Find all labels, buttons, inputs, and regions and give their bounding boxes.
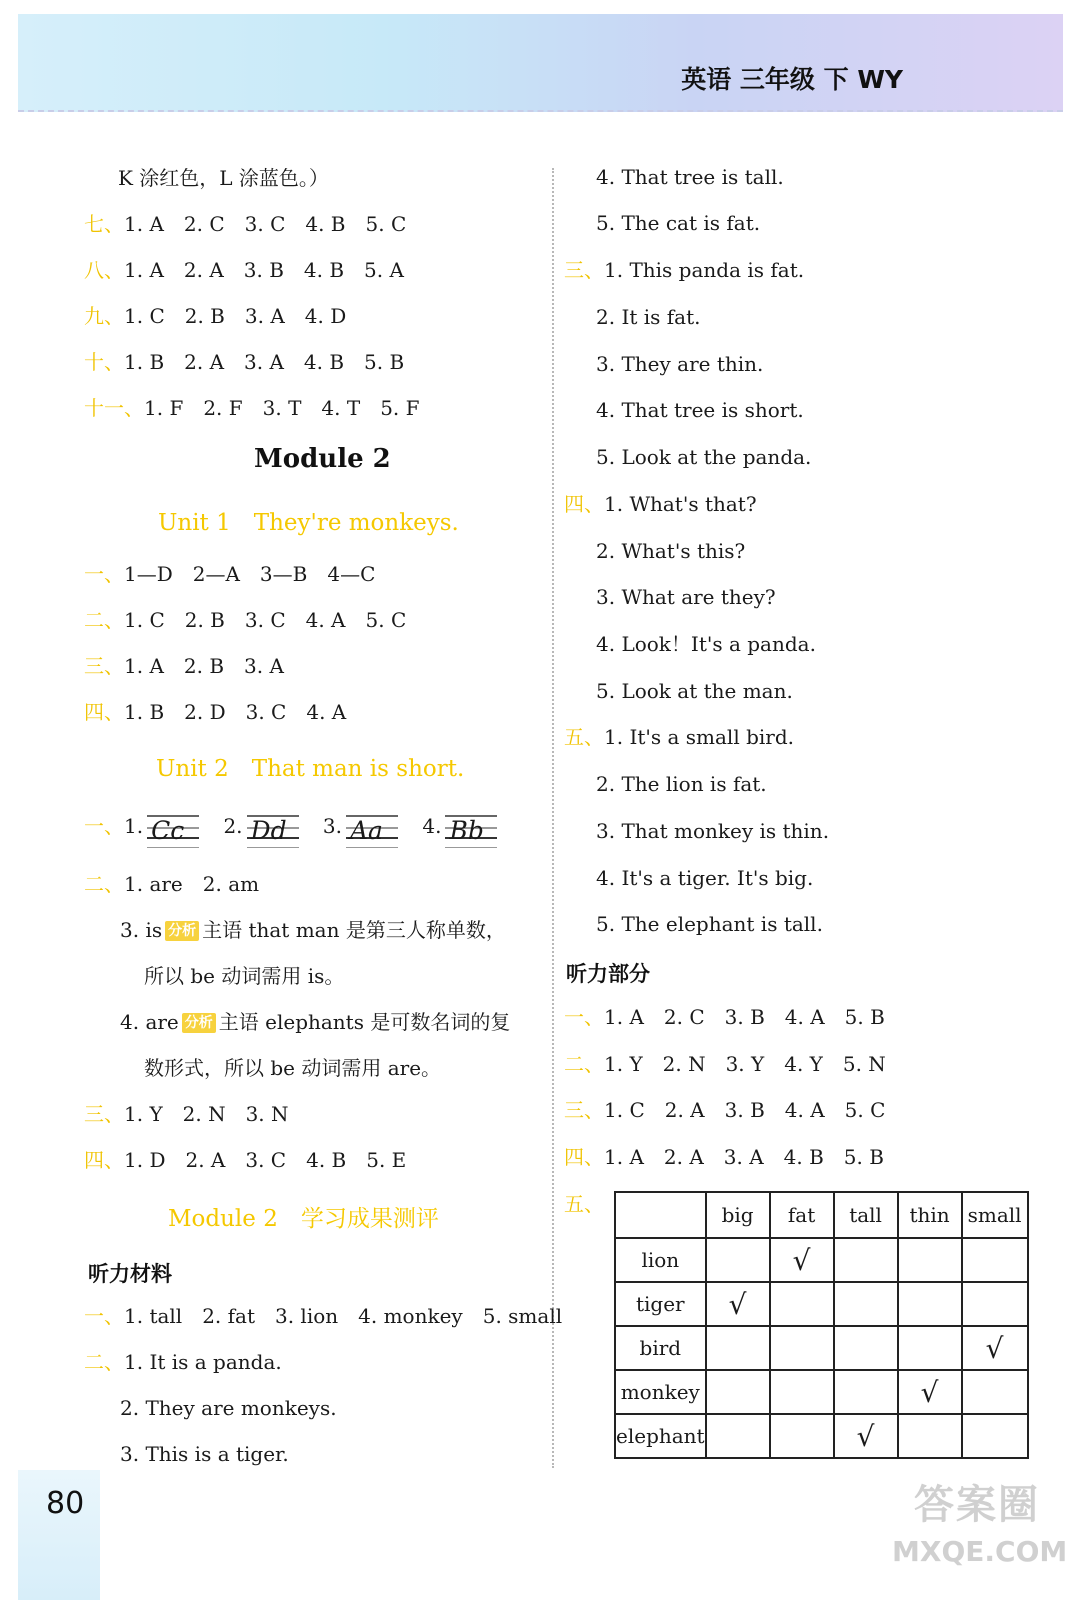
column-divider bbox=[552, 168, 554, 1468]
table-header-cell: fat bbox=[770, 1192, 834, 1238]
answer-line: 2. It is fat. bbox=[596, 305, 701, 329]
answer-line: 二、1. are 2. am bbox=[84, 872, 260, 896]
answer-line: 三、1. C 2. A 3. B 4. A 5. C bbox=[564, 1098, 886, 1122]
animal-cell: bird bbox=[615, 1326, 706, 1370]
check-cell bbox=[770, 1282, 834, 1326]
table-header-cell: big bbox=[706, 1192, 770, 1238]
watermark-text: 答案圈 bbox=[914, 1482, 1040, 1528]
answer-line: 一、1—D 2—A 3—B 4—C bbox=[84, 562, 376, 586]
answer-line: 二、1. C 2. B 3. C 4. A 5. C bbox=[84, 608, 407, 632]
check-cell bbox=[770, 1370, 834, 1414]
animal-cell: lion bbox=[615, 1238, 706, 1282]
section-number: 一、 bbox=[84, 1304, 124, 1328]
table-header-cell bbox=[615, 1192, 706, 1238]
answer-line: K 涂红色，L 涂蓝色。） bbox=[118, 166, 329, 190]
answer-line: 三、1. Y 2. N 3. N bbox=[84, 1102, 289, 1126]
section-number: 四、 bbox=[84, 1148, 124, 1172]
section-number: 十、 bbox=[84, 350, 124, 374]
check-cell bbox=[834, 1238, 898, 1282]
answer-line: 4. It's a tiger. It's big. bbox=[596, 866, 814, 890]
module-heading: Module 2 bbox=[254, 444, 391, 474]
table-header-cell: tall bbox=[834, 1192, 898, 1238]
table-header-cell: small bbox=[962, 1192, 1028, 1238]
check-cell bbox=[898, 1238, 962, 1282]
watermark-logo bbox=[892, 1478, 1068, 1594]
section-number: 二、 bbox=[564, 1052, 604, 1076]
section-number: 八、 bbox=[84, 258, 124, 282]
watermark-url: MXQE.COM bbox=[892, 1535, 1068, 1568]
answer-line: 5. The cat is fat. bbox=[596, 211, 761, 235]
section-number: 五、 bbox=[564, 725, 604, 749]
handwriting-box: Aa bbox=[350, 815, 383, 845]
check-cell bbox=[706, 1238, 770, 1282]
answer-line: 3. They are thin. bbox=[596, 352, 764, 376]
handwriting-box: Bb bbox=[449, 815, 484, 845]
check-cell: √ bbox=[898, 1370, 962, 1414]
handwriting-box: Dd bbox=[250, 815, 287, 845]
answer-line: 九、1. C 2. B 3. A 4. D bbox=[84, 304, 347, 328]
table-header-row bbox=[615, 1192, 1028, 1238]
check-cell: √ bbox=[962, 1326, 1028, 1370]
answer-line: 四、1. D 2. A 3. C 4. B 5. E bbox=[84, 1148, 407, 1172]
unit-heading: Unit 2 That man is short. bbox=[156, 756, 465, 782]
answer-line: 5. Look at the panda. bbox=[596, 445, 812, 469]
page-number: 80 bbox=[46, 1486, 85, 1521]
section-number: 三、 bbox=[84, 1102, 124, 1126]
section-number: 二、 bbox=[84, 1350, 124, 1374]
analysis-line: 4. are 分析 主语 elephants 是可数名词的复 bbox=[120, 1010, 511, 1034]
answer-line: 七、1. A 2. C 3. C 4. B 5. C bbox=[84, 212, 407, 236]
check-cell bbox=[834, 1370, 898, 1414]
check-cell bbox=[834, 1326, 898, 1370]
answer-line: 3. What are they? bbox=[596, 585, 776, 609]
book-title: 英语 三年级 下 WY bbox=[681, 65, 903, 94]
section-subheading: 听力材料 bbox=[88, 1262, 172, 1286]
check-cell bbox=[962, 1282, 1028, 1326]
check-cell bbox=[770, 1414, 834, 1458]
answer-line: 四、1. B 2. D 3. C 4. A bbox=[84, 700, 347, 724]
section-number: 一、 bbox=[84, 814, 124, 838]
check-cell bbox=[898, 1326, 962, 1370]
answer-line: 5. The elephant is tall. bbox=[596, 912, 823, 936]
answer-line: 3. That monkey is thin. bbox=[596, 819, 830, 843]
answer-line: 2. They are monkeys. bbox=[120, 1396, 337, 1420]
analysis-line: 所以 be 动词需用 is。 bbox=[144, 964, 345, 988]
check-cell: √ bbox=[706, 1282, 770, 1326]
answer-line: 二、1. Y 2. N 3. Y 4. Y 5. N bbox=[564, 1052, 886, 1076]
handwriting-box: Cc bbox=[151, 815, 185, 845]
test-heading: Module 2 学习成果测评 bbox=[168, 1206, 439, 1232]
answer-line: 四、1. What's that? bbox=[564, 492, 757, 516]
check-cell bbox=[898, 1414, 962, 1458]
section-number: 五、 bbox=[564, 1192, 604, 1216]
animal-cell: elephant bbox=[615, 1414, 706, 1458]
check-cell bbox=[962, 1238, 1028, 1282]
check-cell bbox=[706, 1326, 770, 1370]
check-cell bbox=[706, 1370, 770, 1414]
table-row bbox=[615, 1238, 1028, 1282]
table-row bbox=[615, 1282, 1028, 1326]
section-number: 三、 bbox=[84, 654, 124, 678]
check-cell bbox=[962, 1414, 1028, 1458]
check-cell bbox=[770, 1326, 834, 1370]
section-number: 三、 bbox=[564, 1098, 604, 1122]
answer-line: 3. This is a tiger. bbox=[120, 1442, 289, 1466]
handwriting-line: 一、1. Cc 2. Dd 3. Aa 4. Bb bbox=[84, 806, 501, 848]
check-cell bbox=[706, 1414, 770, 1458]
answer-line: 十、1. B 2. A 3. A 4. B 5. B bbox=[84, 350, 405, 374]
section-subheading: 听力部分 bbox=[566, 962, 650, 986]
answer-line: 二、1. It is a panda. bbox=[84, 1350, 282, 1374]
answer-line: 一、1. tall 2. fat 3. lion 4. monkey 5. small bbox=[84, 1304, 563, 1328]
section-number: 四、 bbox=[564, 1145, 604, 1169]
answer-line: 4. That tree is short. bbox=[596, 398, 804, 422]
table-header-cell: thin bbox=[898, 1192, 962, 1238]
section-number: 二、 bbox=[84, 608, 124, 632]
answer-line: 4. That tree is tall. bbox=[596, 165, 784, 189]
table-row bbox=[615, 1370, 1028, 1414]
answer-table bbox=[614, 1191, 1029, 1459]
answer-line: 八、1. A 2. A 3. B 4. B 5. A bbox=[84, 258, 404, 282]
section-number: 一、 bbox=[84, 562, 124, 586]
answer-line: 2. The lion is fat. bbox=[596, 772, 767, 796]
check-cell: √ bbox=[770, 1238, 834, 1282]
section-number: 四、 bbox=[84, 700, 124, 724]
answer-line: 五、1. It's a small bird. bbox=[564, 725, 794, 749]
analysis-line: 3. is 分析 主语 that man 是第三人称单数， bbox=[120, 918, 506, 942]
table-row bbox=[615, 1326, 1028, 1370]
check-cell: √ bbox=[834, 1414, 898, 1458]
section-number: 九、 bbox=[84, 304, 124, 328]
answer-line: 2. What's this? bbox=[596, 539, 746, 563]
animal-cell: monkey bbox=[615, 1370, 706, 1414]
answer-line: 三、1. This panda is fat. bbox=[564, 258, 805, 282]
unit-heading: Unit 1 They're monkeys. bbox=[158, 510, 459, 536]
section-number: 三、 bbox=[564, 258, 604, 282]
section-number: 十一、 bbox=[84, 396, 144, 420]
answer-line: 十一、1. F 2. F 3. T 4. T 5. F bbox=[84, 396, 420, 420]
answer-line: 三、1. A 2. B 3. A bbox=[84, 654, 284, 678]
analysis-tag: 分析 bbox=[182, 1013, 216, 1033]
answer-line: 一、1. A 2. C 3. B 4. A 5. B bbox=[564, 1005, 885, 1029]
header-banner bbox=[18, 14, 1063, 112]
answer-line: 4. Look！It's a panda. bbox=[596, 632, 816, 656]
answer-line bbox=[564, 1190, 604, 1218]
check-cell bbox=[962, 1370, 1028, 1414]
check-cell bbox=[898, 1282, 962, 1326]
analysis-line: 数形式，所以 be 动词需用 are。 bbox=[144, 1056, 442, 1080]
analysis-tag: 分析 bbox=[165, 921, 199, 941]
answer-line: 5. Look at the man. bbox=[596, 679, 793, 703]
section-number: 七、 bbox=[84, 212, 124, 236]
table-row bbox=[615, 1414, 1028, 1458]
animal-cell: tiger bbox=[615, 1282, 706, 1326]
section-number: 一、 bbox=[564, 1005, 604, 1029]
answer-line: 四、1. A 2. A 3. A 4. B 5. B bbox=[564, 1145, 884, 1169]
section-number: 四、 bbox=[564, 492, 604, 516]
check-cell bbox=[834, 1282, 898, 1326]
section-number: 二、 bbox=[84, 872, 124, 896]
